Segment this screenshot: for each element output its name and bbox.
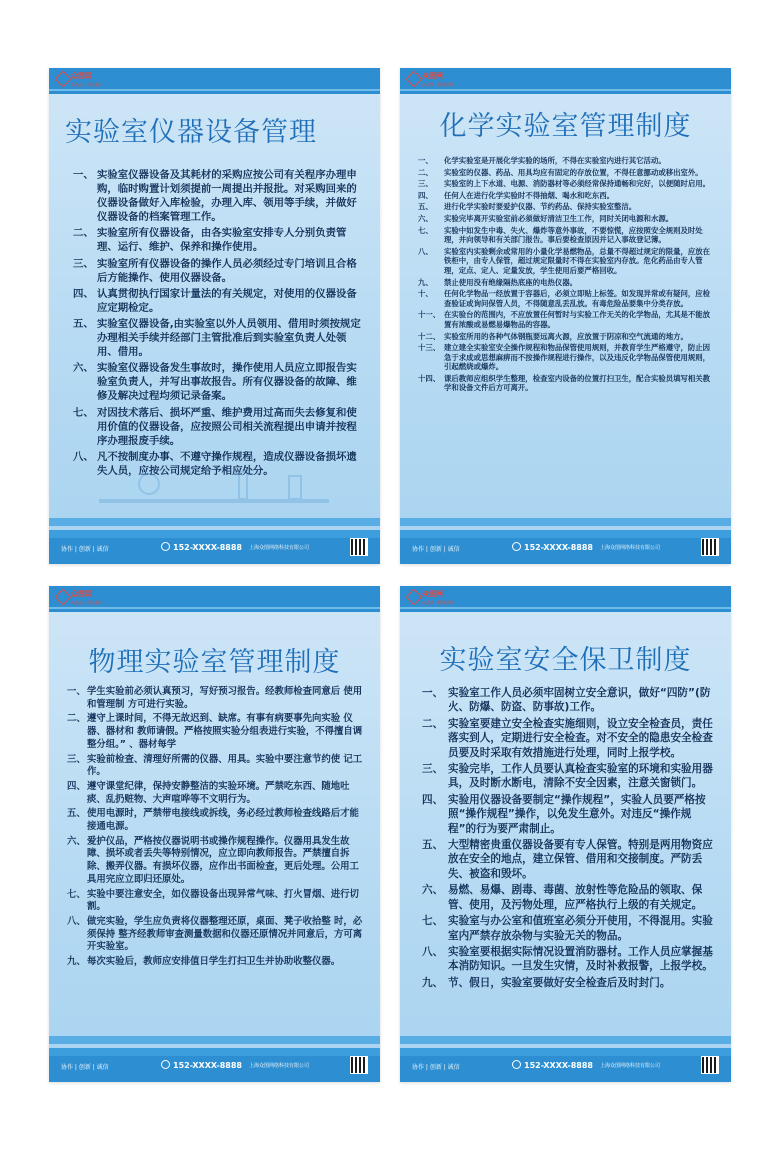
poster-title: 化学实验室管理制度 [439, 111, 692, 142]
rule-number: 五、 [418, 202, 433, 212]
poster-header-bar [49, 586, 380, 612]
rules-list [67, 686, 366, 971]
rule-item [73, 257, 366, 285]
rule-item [418, 202, 717, 212]
rule-item [67, 889, 366, 914]
rule-number: 八、 [67, 915, 86, 927]
poster-title: 实验室仪器设备管理 [65, 117, 317, 148]
rule-number: 七、 [418, 225, 433, 235]
rule-number: 三、 [73, 257, 94, 270]
rule-text: 任何人在进行化学实验时不得抽烟、喝水和吃东西。 [444, 190, 614, 200]
rule-number: 六、 [418, 213, 433, 223]
qr-code-icon [701, 538, 719, 556]
rule-item [73, 317, 366, 359]
footer-phone [512, 542, 593, 552]
rule-item [418, 374, 717, 393]
rule-text: 大型精密贵重仪器设备要有专人保管。特别是两用物资应放在安全的地点，建立保管、借用和交接制度。严防丢失、被盗和毁坏。 [448, 839, 713, 880]
rule-item [67, 686, 366, 711]
rule-text: 节、假日，实验室要做好安全检查后及时封门。 [448, 976, 671, 989]
rule-item [422, 717, 717, 760]
rule-item [67, 916, 366, 954]
rule-text: 在实验台的范围内，不应放置任何暂时与实验工作无关的化学物品，尤其是不能放置有浓酸或易燃易爆物品的容器。 [444, 310, 711, 329]
rule-number: 九、 [422, 976, 444, 989]
rule-number: 二、 [73, 227, 94, 240]
rule-text: 实验完毕，工作人员要认真检查实验室的环境和实验用器具，及时断水断电，清除不安全因素，注意关窗锁门。 [448, 763, 713, 790]
rule-number: 四、 [418, 190, 433, 200]
rule-number: 五、 [67, 808, 86, 820]
rule-number: 六、 [67, 835, 86, 847]
rule-item [422, 914, 717, 943]
brand-logo [408, 590, 454, 608]
rule-number: 八、 [73, 450, 94, 463]
rule-number: 二、 [418, 167, 433, 177]
logo-subtext: 高品质 · 精选素材 [71, 82, 103, 87]
poster-instrument-management [49, 68, 380, 564]
rule-text: 每次实验后，教师应安排值日学生打扫卫生并协助收整仪器。 [87, 956, 341, 968]
rule-item [67, 713, 366, 751]
footer-phone [161, 1060, 242, 1070]
rule-item [422, 686, 717, 715]
rule-number: 二、 [67, 713, 86, 725]
footer-tags: 协作 | 创新 | 诚信 [412, 546, 460, 553]
rule-number: 四、 [67, 780, 86, 792]
rule-item [422, 793, 717, 836]
rule-item [418, 226, 717, 245]
rule-text: 实验室仪器设备,由实验室以外人员领用、借用时须按规定办理相关手续并经部门主管批准后到实验室负责人处领用、借用。 [97, 317, 361, 359]
rule-text: 实验前检查、清理好所需的仪器、用具。实验中要注意节约使 记工作。 [87, 753, 363, 778]
rules-list [418, 156, 717, 395]
rule-item [418, 179, 717, 189]
rule-text: 实验室所有仪器设备的操作人员必须经过专门培训且合格后方能操作、使用仪器设备。 [97, 257, 357, 284]
rule-number: 七、 [67, 888, 86, 900]
footer-phone [512, 1060, 593, 1070]
phone-number: 152-XXXX-8888 [524, 1061, 593, 1070]
footer-tags: 协作 | 创新 | 诚信 [412, 1064, 460, 1071]
rule-text: 禁止使用没有绝缘隔热底座的电热仪器。 [444, 277, 578, 287]
rule-text: 实验室工作人员必须牢固树立安全意识，做好“四防”(防火、防爆、防盗、防事故)工作。 [448, 687, 711, 714]
poster-title: 实验室安全保卫制度 [439, 645, 692, 676]
poster-footer [400, 1048, 731, 1082]
rule-text: 实验室要建立安全检查实施细则，设立安全检查员，责任落实到人，定期进行安全检查。对不安全的隐患安全检查员要及时采取有效措施进行处理，同时上报学校。 [448, 717, 713, 759]
rule-number: 一、 [67, 686, 86, 697]
rule-item [418, 289, 717, 308]
poster-title: 物理实验室管理制度 [88, 647, 341, 678]
rule-text: 实验用仪器设备要制定“操作规程”，实验人员要严格按照“操作规程”操作，以免发生意外。对违反“操作规程”的行为要严肃制止。 [448, 793, 706, 835]
footer-tags: 协作 | 创新 | 诚信 [61, 1064, 109, 1071]
rule-number: 四、 [73, 287, 94, 300]
rule-text: 做完实验，学生应负责将仪器整理还原，桌面、凳子收拾整 时，必须保持 整齐经教师审查测量数据和仪器还原情况并同意后，方可离开实验室。 [87, 915, 363, 953]
footer-company: 上海众图网络科技有限公司 [249, 545, 310, 551]
phone-icon [161, 542, 170, 551]
rule-item [422, 883, 717, 912]
footer-company: 上海众图网络科技有限公司 [600, 545, 661, 551]
rule-item [67, 781, 366, 806]
poster-lab-security-rules [400, 586, 731, 1082]
rule-item [418, 343, 717, 372]
rule-number: 一、 [73, 169, 94, 181]
rule-item [73, 287, 366, 315]
phone-icon [512, 542, 521, 551]
poster-physics-lab-rules [49, 586, 380, 1082]
logo-subtext: 高品质 · 精选素材 [422, 82, 454, 87]
phone-icon [512, 1060, 521, 1069]
rule-text: 实验中如发生中毒、失火、爆炸等意外事故，不要惊慌，应按照安全规则及时处理，并向领导和有关部门报告。事后要检查原因并记入事故登记簿。 [444, 225, 703, 245]
rule-text: 实验室仪器设备发生事故时，操作使用人员应立即报告实验室负责人，并写出事故报告。所有仪器设备的故障、维修及解决过程均须记录备案。 [97, 362, 357, 403]
logo-text: 众图网 [71, 72, 92, 80]
rule-item [418, 156, 717, 166]
rule-text: 遵守课堂纪律，保持安静整洁的实验环境。严禁吃东西、随地吐痰、乱扔赃物、大声喧哗等不文明行为。 [87, 780, 350, 805]
phone-icon [161, 1060, 170, 1069]
rule-text: 对因技术落后、损坏严重、维护费用过高而失去修复和使用价值的仪器设备，应按照公司相关流程提出申请并按程序办理报废手续。 [97, 406, 357, 447]
rule-item [418, 168, 717, 178]
rule-text: 实验室内实验剩余或常用的小量化学易燃物品，总量不得超过规定的限量，应放在铁柜中，由专人保管，超过规定限量时不得在实验室内存放。危化药品由专人管理，定点、定人、定量发放，学生使用后要严格回收。 [444, 246, 711, 275]
rule-item [67, 754, 366, 779]
rules-list [422, 686, 717, 992]
rule-number: 九、 [67, 956, 86, 968]
rule-number: 九、 [418, 277, 433, 287]
rule-item [418, 332, 717, 342]
rule-item [422, 976, 717, 990]
rule-item [67, 808, 366, 833]
logo-diamond-icon [55, 71, 72, 88]
rule-text: 使用电源时，严禁带电接线或拆线，务必经过教师检查线路后才能接通电源。 [87, 808, 359, 833]
phone-number: 152-XXXX-8888 [173, 1061, 242, 1070]
rule-text: 认真贯彻执行国家计量法的有关规定，对使用的仪器设备应定期检定。 [97, 287, 357, 314]
poster-header-bar [49, 68, 380, 94]
logo-text: 众图网 [422, 72, 443, 80]
qr-code-icon [701, 1056, 719, 1074]
rule-text: 遵守上课时间，不得无故迟到、缺席。有事有病要事先向实验 仪器、器材和 教师请假。严格按照实验分组表进行实验，不得擅自调整分组。” 、器材每学 [87, 713, 363, 750]
rule-item [73, 361, 366, 403]
rule-item [67, 956, 366, 969]
rule-text: 凡不按制度办事、不遵守操作规程，造成仪器设备损坏遗失人员，应按公司规定给予相应处分。 [97, 450, 357, 477]
rule-text: 爱护仪品，严格按仪器说明书或操作规程操作。仪器用具发生故障、损坏或者丢失等特别情况，应立即向教师报告。严禁擅自拆除、搬弄仪器。有损坏仪器，应作出书面检查，更后处理。公用工具用完应立即归还原处。 [87, 835, 359, 885]
rule-text: 实验室的仪器、药品、用具均应有固定的存放位置，不得任意挪动或移出室外。 [444, 167, 703, 177]
poster-footer [400, 530, 731, 564]
logo-subtext: 高品质 · 精选素材 [422, 600, 454, 605]
rule-number: 三、 [418, 179, 433, 189]
rule-number: 二、 [422, 717, 444, 730]
rules-list [73, 168, 366, 480]
rule-number: 十三、 [418, 343, 441, 353]
rule-text: 实验中要注意安全，如仪器设备出现异常气味、打火冒烟、进行切割。 [87, 888, 359, 913]
qr-code-icon [350, 1056, 368, 1074]
rule-text: 实验室的上下水道、电源、消防器材等必须经常保持通畅和完好，以便随时启用。 [444, 179, 711, 189]
poster-header-bar [400, 586, 731, 612]
rule-text: 易燃、易爆、剧毒、毒菌、放射性等危险品的领取、保管、使用，及污物处理，应严格执行上级的有关规定。 [448, 884, 703, 911]
rule-number: 三、 [422, 763, 444, 776]
logo-text: 众图网 [71, 590, 92, 598]
rule-item [418, 278, 717, 288]
rule-number: 一、 [422, 687, 444, 699]
logo-diamond-icon [406, 589, 423, 606]
rule-item [73, 406, 366, 448]
rule-text: 实验完毕离开实验室前必须做好清洁卫生工作，同时关闭电源和水源。 [444, 213, 674, 223]
rule-item [418, 247, 717, 276]
rule-item [422, 945, 717, 974]
rule-number: 八、 [418, 246, 433, 256]
rule-text: 实验室与办公室和值班室必须分开使用，不得混用。实验室内严禁存放杂物与实验无关的物品。 [448, 915, 713, 942]
rule-item [422, 762, 717, 791]
footer-company: 上海众图网络科技有限公司 [600, 1063, 661, 1069]
qr-code-icon [350, 538, 368, 556]
brand-logo [57, 590, 103, 608]
rule-item [73, 168, 366, 224]
rule-item [73, 226, 366, 254]
rule-item [418, 191, 717, 201]
rule-number: 五、 [422, 839, 444, 852]
rule-number: 八、 [422, 945, 444, 958]
rule-item [422, 838, 717, 881]
logo-text: 众图网 [422, 590, 443, 598]
logo-diamond-icon [55, 589, 72, 606]
rule-text: 建立建全实验室安全操作规程和物品保管使用规则，并教育学生严格遵守，防止因急于求成或思想麻痹而不按操作规程进行操作，以及违反化学物品保管使用规则，引起燃烧或爆炸。 [444, 343, 711, 372]
rule-item [418, 214, 717, 224]
brand-logo [57, 72, 103, 90]
rule-text: 实验室所用的各种气体钢瓶要远离火源，应放置于阴凉和空气流通的地方。 [444, 331, 688, 341]
poster-footer [49, 1048, 380, 1082]
rule-item [67, 836, 366, 887]
poster-header-bar [400, 68, 731, 94]
rule-number: 一、 [418, 156, 433, 165]
rule-text: 实验室所有仪器设备，由各实验室安排专人分别负责管理、运行、维护、保养和操作使用。 [97, 227, 347, 254]
rule-number: 十一、 [418, 310, 441, 320]
rule-text: 课后教师应组织学生整理，检查室内设备的位置打扫卫生，配合实验员填写相关教学和设备文件后方可离开。 [444, 373, 711, 393]
brand-logo [408, 72, 454, 90]
logo-diamond-icon [406, 71, 423, 88]
footer-tags: 协作 | 创新 | 诚信 [61, 546, 109, 553]
phone-number: 152-XXXX-8888 [173, 543, 242, 552]
rule-number: 四、 [422, 793, 444, 806]
rule-text: 任何化学物品一经放置于容器后，必须立即贴上标签。如发现异常或有疑问，应检查验证或询问保管人员，不得随意乱丢乱放。有毒危险品要集中分类存放。 [444, 289, 711, 308]
lab-illustration-watermark [89, 464, 339, 524]
rule-item [418, 310, 717, 329]
footer-phone [161, 542, 242, 552]
footer-company: 上海众图网络科技有限公司 [249, 1063, 310, 1069]
rule-text: 实验室要根据实际情况设置消防器材。工作人员应掌握基本消防知识。一旦发生灾情，及时补救报警，上报学校。 [448, 945, 713, 973]
logo-subtext: 高品质 · 精选素材 [71, 600, 103, 605]
rule-text: 化学实验室是开展化学实验的场所，不得在实验室内进行其它活动。 [444, 156, 666, 165]
rule-number: 十二、 [418, 331, 441, 341]
rule-number: 十四、 [418, 373, 441, 383]
rule-number: 六、 [73, 362, 94, 375]
poster-footer [49, 530, 380, 564]
rule-text: 学生实验前必须认真预习，写好预习报告。经教师检查同意后 使用和管理制 方可进行实验。 [87, 686, 363, 710]
poster-chemistry-lab-rules [400, 68, 731, 564]
rule-text: 进行化学实验时要爱护仪器、节约药品、保持实验室整洁。 [444, 202, 637, 212]
rule-text: 实验室仪器设备及其耗材的采购应按公司有关程序办理申购，临时购置计划须提前一周提出并报批。对采购回来的仪器设备做好入库检验，办理入库、领用等手续，并做好仪器设备的档案管理工作。 [97, 169, 357, 224]
rule-number: 五、 [73, 317, 94, 330]
rule-number: 六、 [422, 884, 444, 897]
rule-number: 七、 [73, 406, 94, 419]
rule-number: 十、 [418, 289, 433, 299]
rule-number: 七、 [422, 915, 444, 928]
rule-number: 三、 [67, 753, 86, 765]
phone-number: 152-XXXX-8888 [524, 543, 593, 552]
